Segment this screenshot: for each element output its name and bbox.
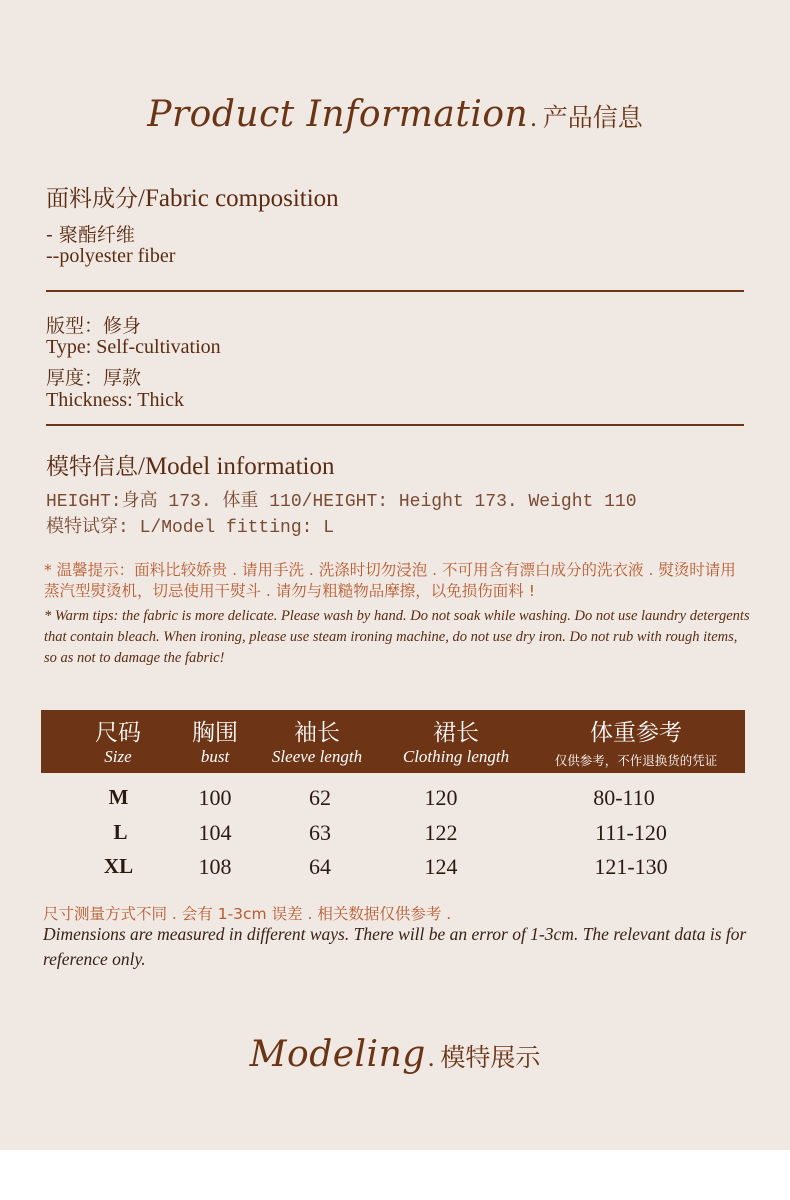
modeling-title <box>0 1034 790 1075</box>
table-row <box>41 785 745 819</box>
cell-bust: 100 <box>198 785 232 810</box>
cell-sleeve: 63 <box>309 820 331 845</box>
size-table-header <box>41 710 745 773</box>
header-bust-en: bust <box>200 747 230 766</box>
type-en: Type: Self-cultivation <box>46 336 221 358</box>
cell-length: 124 <box>424 854 458 879</box>
cell-length: 120 <box>424 785 458 810</box>
cell-weight: 111-120 <box>595 820 667 845</box>
header-sleeve-cn: 袖长 <box>294 720 340 746</box>
model-title-cn: 模特信息 <box>46 454 138 480</box>
model-section-title <box>46 448 335 481</box>
header-weight-cn: 体重参考 <box>590 720 682 746</box>
modeling-dot: . <box>427 1043 435 1072</box>
header-length-cn: 裙长 <box>433 720 479 746</box>
height-mid: 173. <box>157 492 223 512</box>
title-script: Product Information <box>147 94 529 135</box>
header-sleeve-en: Sleeve length <box>271 747 363 766</box>
warm-tips-cn: * 温馨提示：面料比较娇贵 . 请用手洗 . 洗涤时切勿浸泡 . 不可用含有漂白成分的洗衣液 . 熨烫时请用蒸汽型熨烫机，切忌使用干熨斗 . 请勿与粗糙物品摩擦，以免损伤面料 ! <box>44 561 736 600</box>
header-weight <box>536 710 736 773</box>
cell-length: 122 <box>424 820 458 845</box>
model-title-en: /Model information <box>138 453 335 480</box>
header-length <box>381 710 531 773</box>
fabric-title-cn: 面料成分 <box>46 186 138 212</box>
fabric-title-en: /Fabric composition <box>138 185 339 212</box>
thickness-en: Thickness: Thick <box>46 389 184 411</box>
bottom-strip <box>0 1150 790 1200</box>
modeling-cn: 模特展示 <box>440 1043 541 1072</box>
cell-bust: 108 <box>198 854 232 879</box>
height-prefix: HEIGHT: <box>46 492 122 512</box>
cell-size: L <box>113 820 128 844</box>
cell-weight: 80-110 <box>593 785 655 810</box>
weight-cn: 体重 <box>222 490 259 511</box>
divider-1 <box>46 290 744 292</box>
fitting-rest: : L/Model fitting: L <box>118 518 335 538</box>
thickness-cn: 厚度：厚款 <box>46 367 142 389</box>
divider-2 <box>46 424 744 426</box>
cell-size: XL <box>103 854 134 878</box>
table-row <box>41 854 745 888</box>
measurement-note-en: Dimensions are measured in different ways. There will be an error of 1-3cm. The relevant data is for reference only. <box>43 924 747 969</box>
height-rest: 110/HEIGHT: Height 173. Weight 110 <box>258 492 637 512</box>
title-dot: . <box>530 103 537 132</box>
cell-sleeve: 62 <box>309 785 331 810</box>
model-height-weight <box>46 486 637 512</box>
header-size-cn: 尺码 <box>95 720 141 746</box>
fitting-cn: 模特试穿 <box>46 516 118 537</box>
header-sleeve <box>256 710 378 773</box>
measurement-note-cn: 尺寸测量方式不同 . 会有 1-3cm 误差 . 相关数据仅供参考 . <box>43 905 452 923</box>
fabric-value-cn: - 聚酯纤维 <box>46 224 135 246</box>
title-cn: 产品信息 <box>542 103 643 132</box>
fabric-section-title <box>46 180 339 213</box>
cell-size: M <box>108 785 129 809</box>
header-weight-note: 仅供参考，不作退换货的凭证 <box>554 753 718 768</box>
warm-tips-en: * Warm tips: the fabric is more delicate. Please wash by hand. Do not soak while washing. Do not use laundry detergents that contain bleach. When ironing, please use steam ironing machine, do not use dry iron. Do not rub with rough items, so as not to damage the fabric! <box>44 608 750 666</box>
fabric-value-en: --polyester fiber <box>46 245 176 267</box>
cell-sleeve: 64 <box>309 854 331 879</box>
modeling-script: Modeling <box>249 1034 426 1075</box>
model-fitting <box>46 512 334 538</box>
type-cn: 版型：修身 <box>46 315 142 337</box>
header-bust-cn: 胸围 <box>192 720 238 746</box>
cell-bust: 104 <box>198 820 232 845</box>
cell-weight: 121-130 <box>594 854 668 879</box>
header-length-en: Clothing length <box>402 747 510 766</box>
page-title <box>0 94 790 135</box>
table-row <box>41 820 745 854</box>
height-cn: 身高 <box>121 490 158 511</box>
header-size-en: Size <box>104 747 132 766</box>
